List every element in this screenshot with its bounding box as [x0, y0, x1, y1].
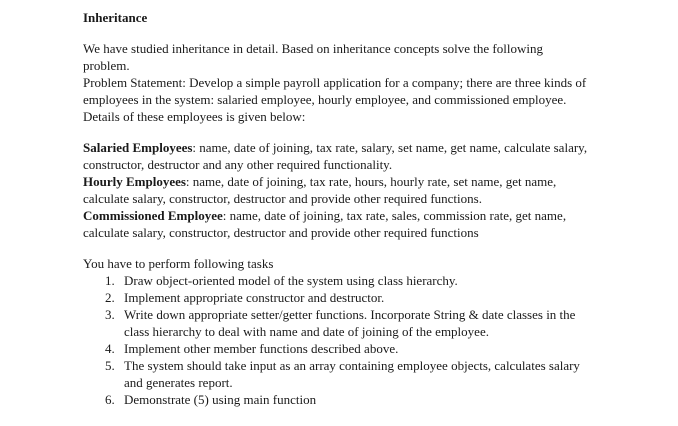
commissioned-line-2: calculate salary, constructor, destructor and provide other required functions — [83, 225, 479, 240]
task-text: Implement appropriate constructor and destructor. — [124, 290, 385, 305]
task-text: Draw object-oriented model of the system using class hierarchy. — [124, 273, 458, 288]
task-text-cont: class hierarchy to deal with name and date of joining of the employee. — [124, 324, 489, 339]
salaried-label: Salaried Employees — [83, 140, 193, 155]
task-text: Demonstrate (5) using main function — [124, 392, 317, 407]
salaried-line-1 — [83, 139, 673, 156]
hourly-line-1 — [83, 173, 673, 190]
salaried-line-2: constructor, destructor and any other required functionality. — [83, 157, 393, 172]
task-text: Implement other member functions described above. — [124, 341, 399, 356]
task-item — [83, 289, 673, 306]
task-number: 6. — [105, 392, 115, 407]
hourly-text: : name, date of joining, tax rate, hours, hourly rate, set name, get name, — [185, 174, 557, 189]
task-number: 2. — [105, 290, 115, 305]
task-item — [83, 357, 673, 391]
commissioned-label: Commissioned Employee — [83, 208, 223, 223]
intro-line: problem. — [83, 58, 130, 73]
hourly-line-2: calculate salary, constructor, destructor and provide other required functions. — [83, 191, 482, 206]
task-item — [83, 272, 673, 289]
employee-details — [83, 139, 673, 241]
task-text: The system should take input as an array containing employee objects, calculates salary — [124, 358, 580, 373]
intro-line: employees in the system: salaried employee, hourly employee, and commissioned employee. — [83, 92, 567, 107]
tasks-section — [83, 255, 673, 408]
intro-line: Details of these employees is given below: — [83, 109, 306, 124]
commissioned-text: : name, date of joining, tax rate, sales, commission rate, get name, — [222, 208, 567, 223]
task-item — [83, 306, 673, 340]
task-number: 1. — [105, 273, 115, 288]
task-item — [83, 391, 673, 408]
task-number: 3. — [105, 307, 115, 322]
hourly-label: Hourly Employees — [83, 174, 186, 189]
task-number: 5. — [105, 358, 115, 373]
task-item — [83, 340, 673, 357]
intro-line: We have studied inheritance in detail. Based on inheritance concepts solve the following — [83, 41, 543, 56]
commissioned-line-1 — [83, 207, 673, 224]
task-text-cont: and generates report. — [124, 375, 233, 390]
task-text: Write down appropriate setter/getter functions. Incorporate String & date classes in the — [124, 307, 576, 322]
heading: Inheritance — [83, 10, 148, 25]
task-list — [83, 272, 673, 408]
task-number: 4. — [105, 341, 115, 356]
intro-paragraph — [83, 40, 673, 125]
tasks-intro: You have to perform following tasks — [83, 256, 274, 271]
document-page — [83, 9, 673, 408]
salaried-text: : name, date of joining, tax rate, salary, set name, get name, calculate salary, — [192, 140, 588, 155]
intro-line: Problem Statement: Develop a simple payroll application for a company; there are three kinds of — [83, 75, 587, 90]
